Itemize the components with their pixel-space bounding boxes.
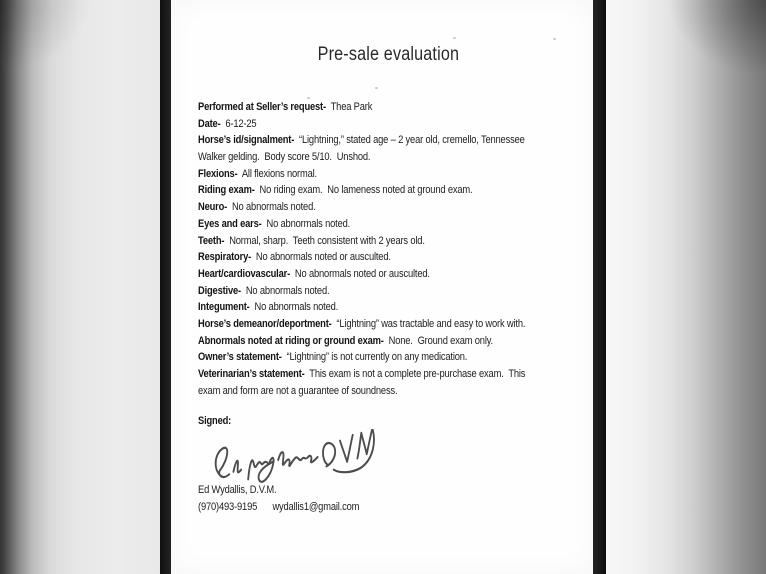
field-line: [198, 199, 579, 216]
field-label: Respiratory-: [198, 251, 252, 264]
field-line: [198, 283, 579, 300]
field-line: [198, 166, 579, 183]
field-label: Neuro-: [198, 201, 228, 214]
field-label: Eyes and ears-: [198, 217, 262, 230]
field-label: Teeth-: [198, 234, 225, 247]
field-label: Abnormals noted at riding or ground exam-: [198, 334, 384, 347]
field-line: [198, 266, 579, 283]
field-value: No abnormals noted.: [227, 201, 316, 214]
blurred-background-left: [0, 0, 160, 574]
field-label: Horse’s demeanor/deportment-: [198, 317, 332, 330]
field-line: [198, 132, 579, 149]
field-label: Digestive-: [198, 284, 241, 297]
field-value: No abnormals noted.: [249, 301, 339, 314]
field-line: [198, 349, 579, 366]
contact-line: [198, 501, 359, 513]
signed-label: Signed:: [198, 415, 232, 427]
field-line: [198, 316, 579, 333]
field-line: [198, 216, 579, 233]
field-value: All flexions normal.: [237, 167, 317, 180]
email-address: wydallis1@gmail.com: [272, 500, 360, 513]
field-line: [198, 249, 579, 266]
field-value: No abnormals noted.: [240, 284, 330, 297]
field-label: Date-: [198, 117, 221, 130]
field-label: Integument-: [198, 301, 250, 314]
phone-number: (970)493-9195: [198, 500, 258, 513]
field-value: No abnormals noted or ausculted.: [251, 251, 391, 264]
field-label: Veterinarian’s statement-: [198, 368, 305, 380]
field-line: [198, 333, 579, 350]
document-page: [171, 0, 593, 574]
document-content: [198, 0, 579, 574]
field-line: [198, 366, 579, 383]
field-line-continuation: [198, 383, 579, 400]
field-value: Walker gelding. Body score 5/10. Unshod.: [198, 151, 371, 164]
field-line: [198, 99, 579, 116]
document-title: Pre-sale evaluation: [317, 44, 460, 65]
field-line: [198, 182, 579, 199]
field-label: Riding exam-: [198, 184, 255, 197]
field-value: “Lightning” is not currently on any medication.: [281, 351, 468, 364]
field-label: Flexions-: [198, 167, 238, 180]
signer-name: Ed Wydallis, D.V.M.: [198, 484, 277, 496]
field-value: None. Ground exam only.: [383, 334, 493, 347]
field-value: “Lightning,” stated age – 2 year old, cremello, Tennessee: [294, 134, 525, 147]
field-line: [198, 299, 579, 316]
field-value: “Lightning” was tractable and easy to work with.: [331, 317, 526, 330]
field-value: Thea Park: [325, 101, 373, 113]
field-label: Heart/cardiovascular-: [198, 267, 291, 280]
field-label: Horse’s id/signalment-: [198, 134, 295, 147]
paper-edge-left: [160, 0, 171, 574]
field-value: 6-12-25: [220, 117, 257, 130]
field-list: [198, 99, 579, 399]
signature-ink: [210, 429, 377, 485]
paper-edge-right: [593, 0, 606, 574]
field-value: This exam is not a complete pre-purchase exam. This: [304, 368, 526, 380]
signature-scrawl: [210, 429, 377, 485]
field-value: No riding exam. No lameness noted at ground exam.: [254, 184, 473, 197]
field-line-continuation: [198, 149, 579, 166]
field-label: Owner’s statement-: [198, 351, 282, 364]
field-line: [198, 233, 579, 250]
field-value: exam and form are not a guarantee of soundness.: [198, 384, 398, 397]
field-line: [198, 116, 579, 133]
field-value: No abnormals noted or ausculted.: [290, 267, 430, 280]
field-value: Normal, sharp. Teeth consistent with 2 years old.: [224, 234, 425, 247]
field-label: Performed at Seller’s request-: [198, 101, 326, 113]
blurred-background-right: [606, 0, 766, 574]
field-value: No abnormals noted.: [261, 217, 351, 230]
